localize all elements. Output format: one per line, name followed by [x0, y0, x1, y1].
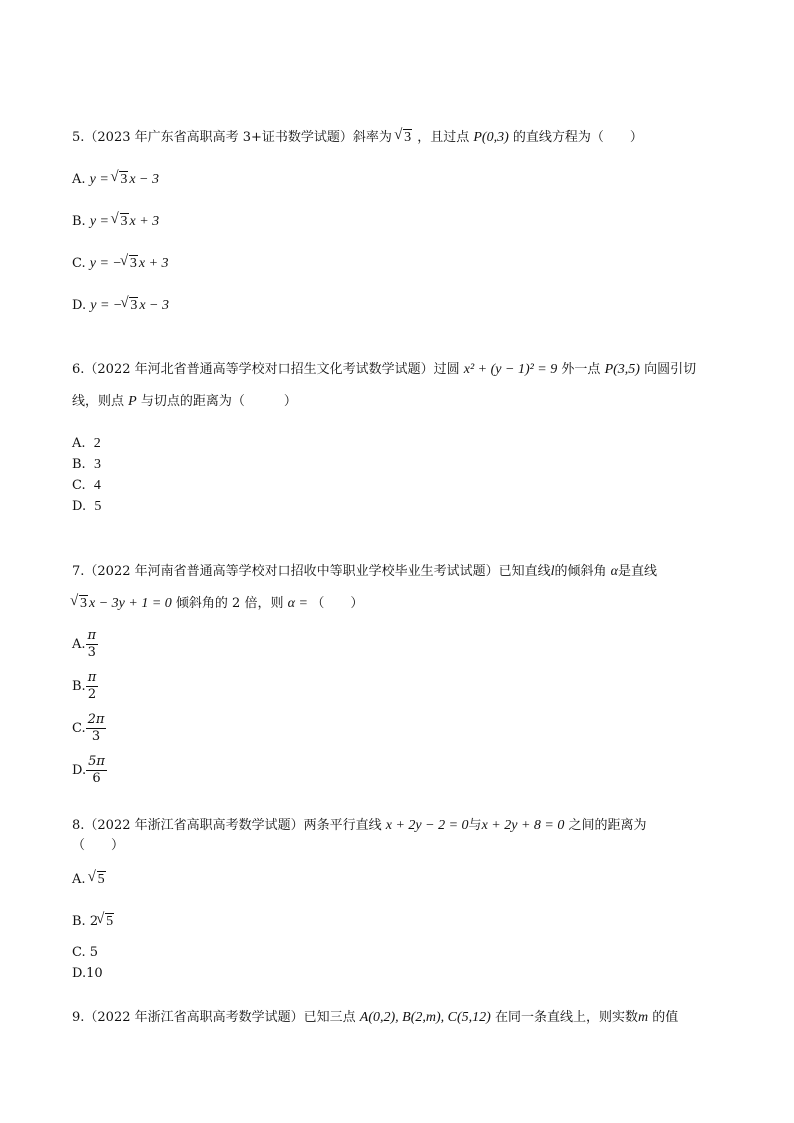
question-8-option-b[interactable]: B. 2√ 5 — [72, 914, 115, 930]
question-5-option-a[interactable]: A. y = √ 3 x − 3 — [72, 172, 159, 188]
question-7-option-c[interactable]: C. $\frac{2\pi}{3}$ — [72, 712, 105, 744]
circle-equation: x² + (y − 1)² = 9 — [463, 362, 558, 377]
point-p: P(0,3) — [473, 130, 509, 145]
question-5-option-b[interactable]: B. y = √ 3 x + 3 — [72, 214, 159, 230]
question-6-stem-line2: 线，则点 P 与切点的距离为（ ） — [72, 394, 297, 409]
question-9-stem: 9.（2022 年浙江省高职高考数学试题）已知三点 A(0,2), B(2,m), C(5,12) 在同一条直线上，则实数m 的值 — [72, 1010, 679, 1025]
question-6-option-d[interactable]: D. 5 — [72, 499, 102, 514]
question-8-option-d[interactable]: D.10 — [72, 966, 103, 981]
question-6-stem-line1: 6.（2022 年河北省普通高等学校对口招生文化考试数学试题）过圆 x² + (y − 1)² = 9 外一点 P(3,5) 向圆引切 — [72, 362, 697, 377]
question-8-stem-line1: 8.（2022 年浙江省高职高考数学试题）两条平行直线 x + 2y − 2 = 0与x + 2y + 8 = 0 之间的距离为 — [72, 818, 647, 833]
question-7-stem-line1: 7.（2022 年河南省普通高等学校对口招收中等职业学校毕业生考试试题）已知直线l的倾斜角 α是直线 — [72, 564, 658, 579]
question-8-option-c[interactable]: C. 5 — [72, 945, 99, 960]
question-7-option-d[interactable]: D. $\frac{5\pi}{6}$ — [72, 754, 105, 786]
question-5-option-c[interactable]: C. y = −√ 3 x + 3 — [72, 256, 169, 272]
question-7-option-b[interactable]: B. $\frac{\pi}{2}$ — [72, 670, 97, 702]
question-7-stem-line2: √ 3 x − 3y + 1 = 0 倾斜角的 2 倍，则 α = （ ） — [72, 594, 363, 614]
question-7-option-a[interactable]: A. $\frac{\pi}{3}$ — [72, 628, 97, 660]
question-5-text: 5.（2023 年广东省高职高考 3+证书数学试题）斜率为 — [72, 130, 392, 145]
point-p: P(3,5) — [604, 362, 640, 377]
question-5-stem: 5.（2023 年广东省高职高考 3+证书数学试题）斜率为 √ 3 ，且过点 P(0,3) 的直线方程为（ ） — [72, 128, 643, 148]
question-5-option-d[interactable]: D. y = −√ 3 x − 3 — [72, 298, 169, 314]
question-8-stem-line2: （ ） — [72, 838, 125, 853]
sqrt-3: √ 3 — [396, 128, 412, 148]
question-6-option-c[interactable]: C. 4 — [72, 478, 101, 493]
points-abc: A(0,2), B(2,m), C(5,12) — [359, 1010, 491, 1025]
question-6-option-a[interactable]: A. 2 — [72, 436, 101, 451]
question-8-option-a[interactable]: A. √ 5 — [72, 872, 107, 888]
question-6-option-b[interactable]: B. 3 — [72, 457, 101, 472]
